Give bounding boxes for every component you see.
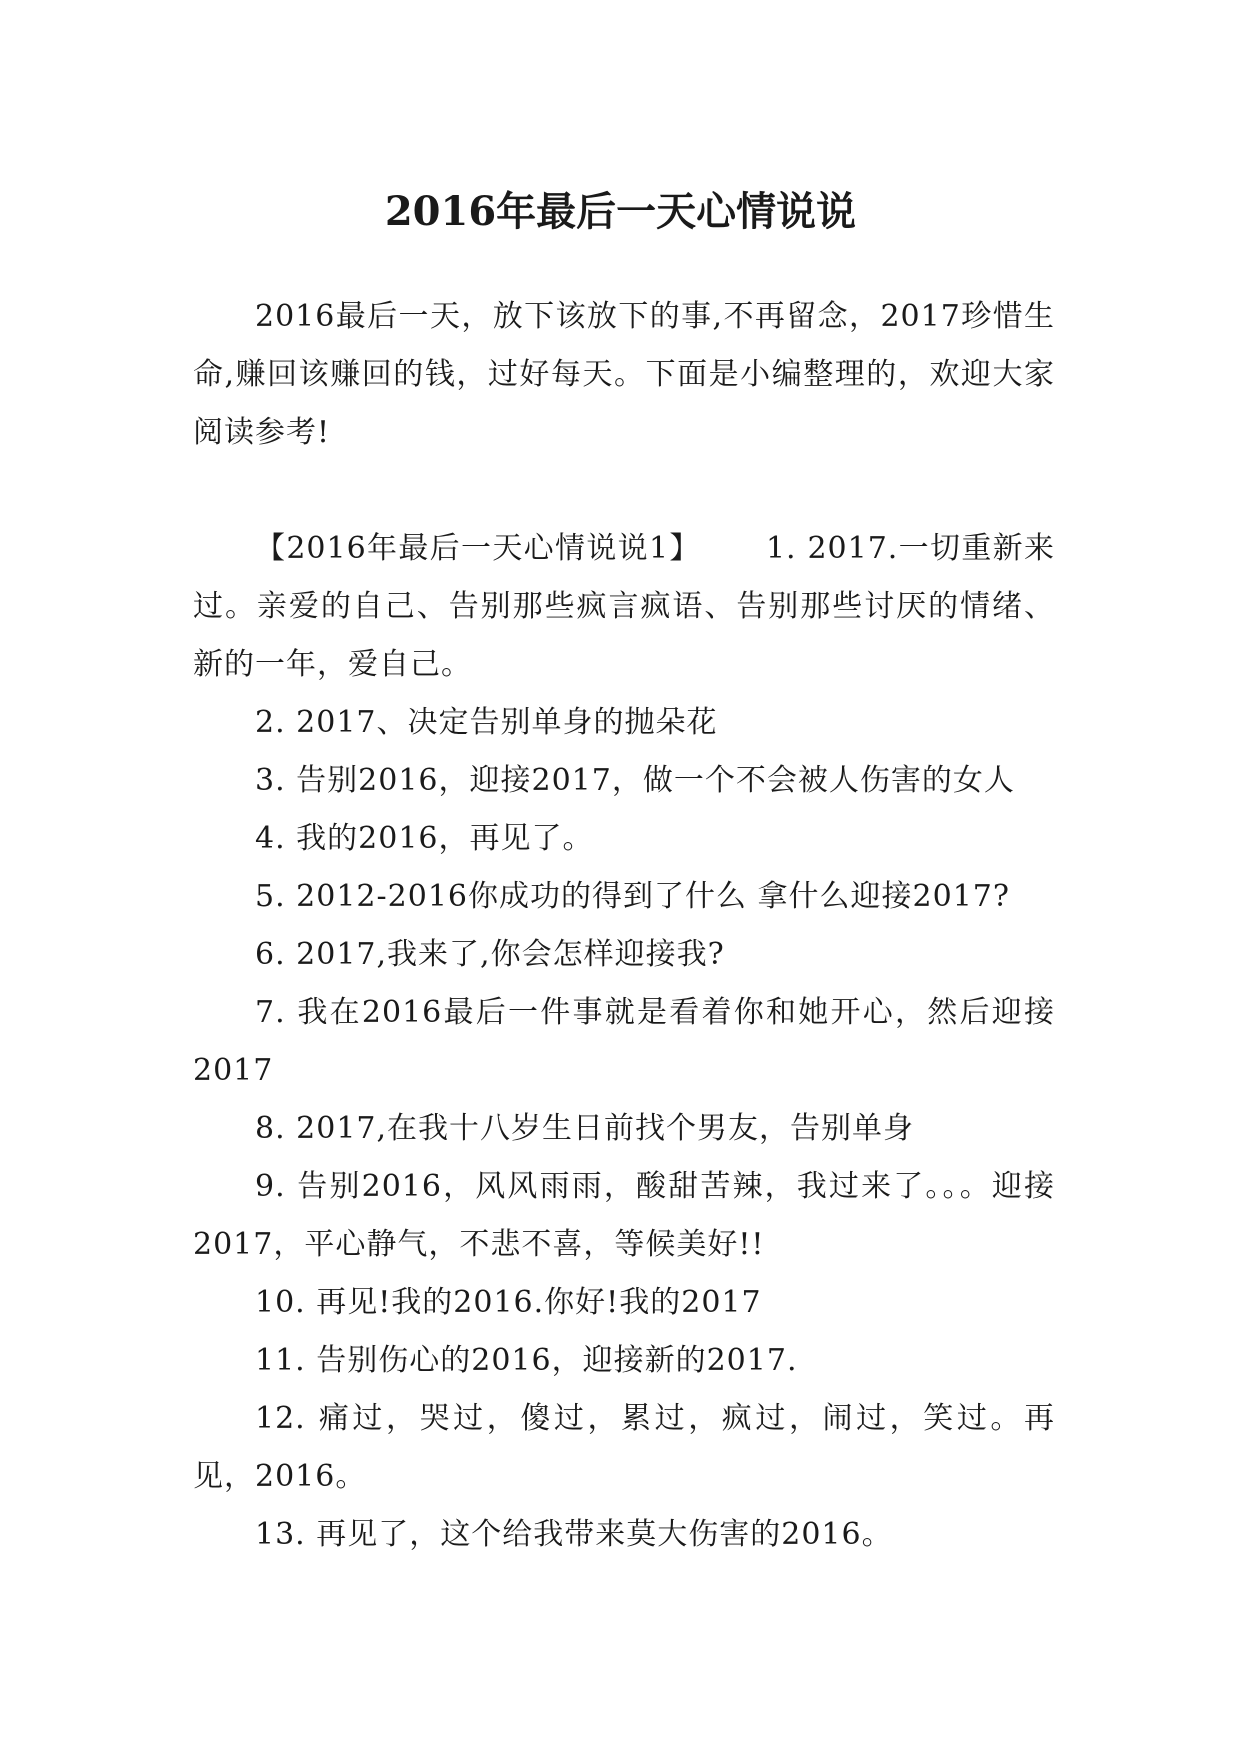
list-item: 11. 告别伤心的2016，迎接新的2017. bbox=[255, 1343, 798, 1378]
list-item: 13. 再见了，这个给我带来莫大伤害的2016。 bbox=[255, 1517, 893, 1552]
section-first-paragraph bbox=[193, 520, 1055, 694]
intro-block bbox=[193, 288, 1055, 462]
list-item: 5. 2012-2016你成功的得到了什么 拿什么迎接2017? bbox=[255, 879, 1010, 914]
list-item: 4. 我的2016，再见了。 bbox=[255, 821, 594, 856]
list-item: 3. 告别2016，迎接2017，做一个不会被人伤害的女人 bbox=[255, 763, 1015, 798]
list-item: 8. 2017,在我十八岁生日前找个男友，告别单身 bbox=[255, 1111, 915, 1146]
intro-paragraph: 2016最后一天，放下该放下的事,不再留念，2017珍惜生命,赚回该赚回的钱，过好每天。下面是小编整理的，欢迎大家阅读参考! bbox=[193, 299, 1055, 450]
list-item: 9. 告别2016，风风雨雨，酸甜苦辣，我过来了。。。迎接2017，平心静气，不悲不喜，等候美好!! bbox=[193, 1169, 1055, 1262]
list-item: 6. 2017,我来了,你会怎样迎接我? bbox=[255, 937, 725, 972]
section-heading: 【2016年最后一天心情说说1】 bbox=[255, 531, 701, 566]
list-item: 1. 2017.一切重新来过。亲爱的自己、告别那些疯言疯语、告别那些讨厌的情绪、新的一年，爱自己。 bbox=[193, 531, 1056, 682]
list-item: 7. 我在2016最后一件事就是看着你和她开心，然后迎接2017 bbox=[193, 995, 1055, 1088]
list-item: 10. 再见!我的2016.你好!我的2017 bbox=[255, 1285, 762, 1320]
document-title: 2016年最后一天心情说说 bbox=[384, 187, 857, 235]
content-block bbox=[193, 520, 1055, 1564]
list-item: 2. 2017、决定告别单身的抛朵花 bbox=[255, 705, 718, 740]
list-item: 12. 痛过，哭过，傻过，累过，疯过，闹过，笑过。再见，2016。 bbox=[193, 1401, 1055, 1494]
